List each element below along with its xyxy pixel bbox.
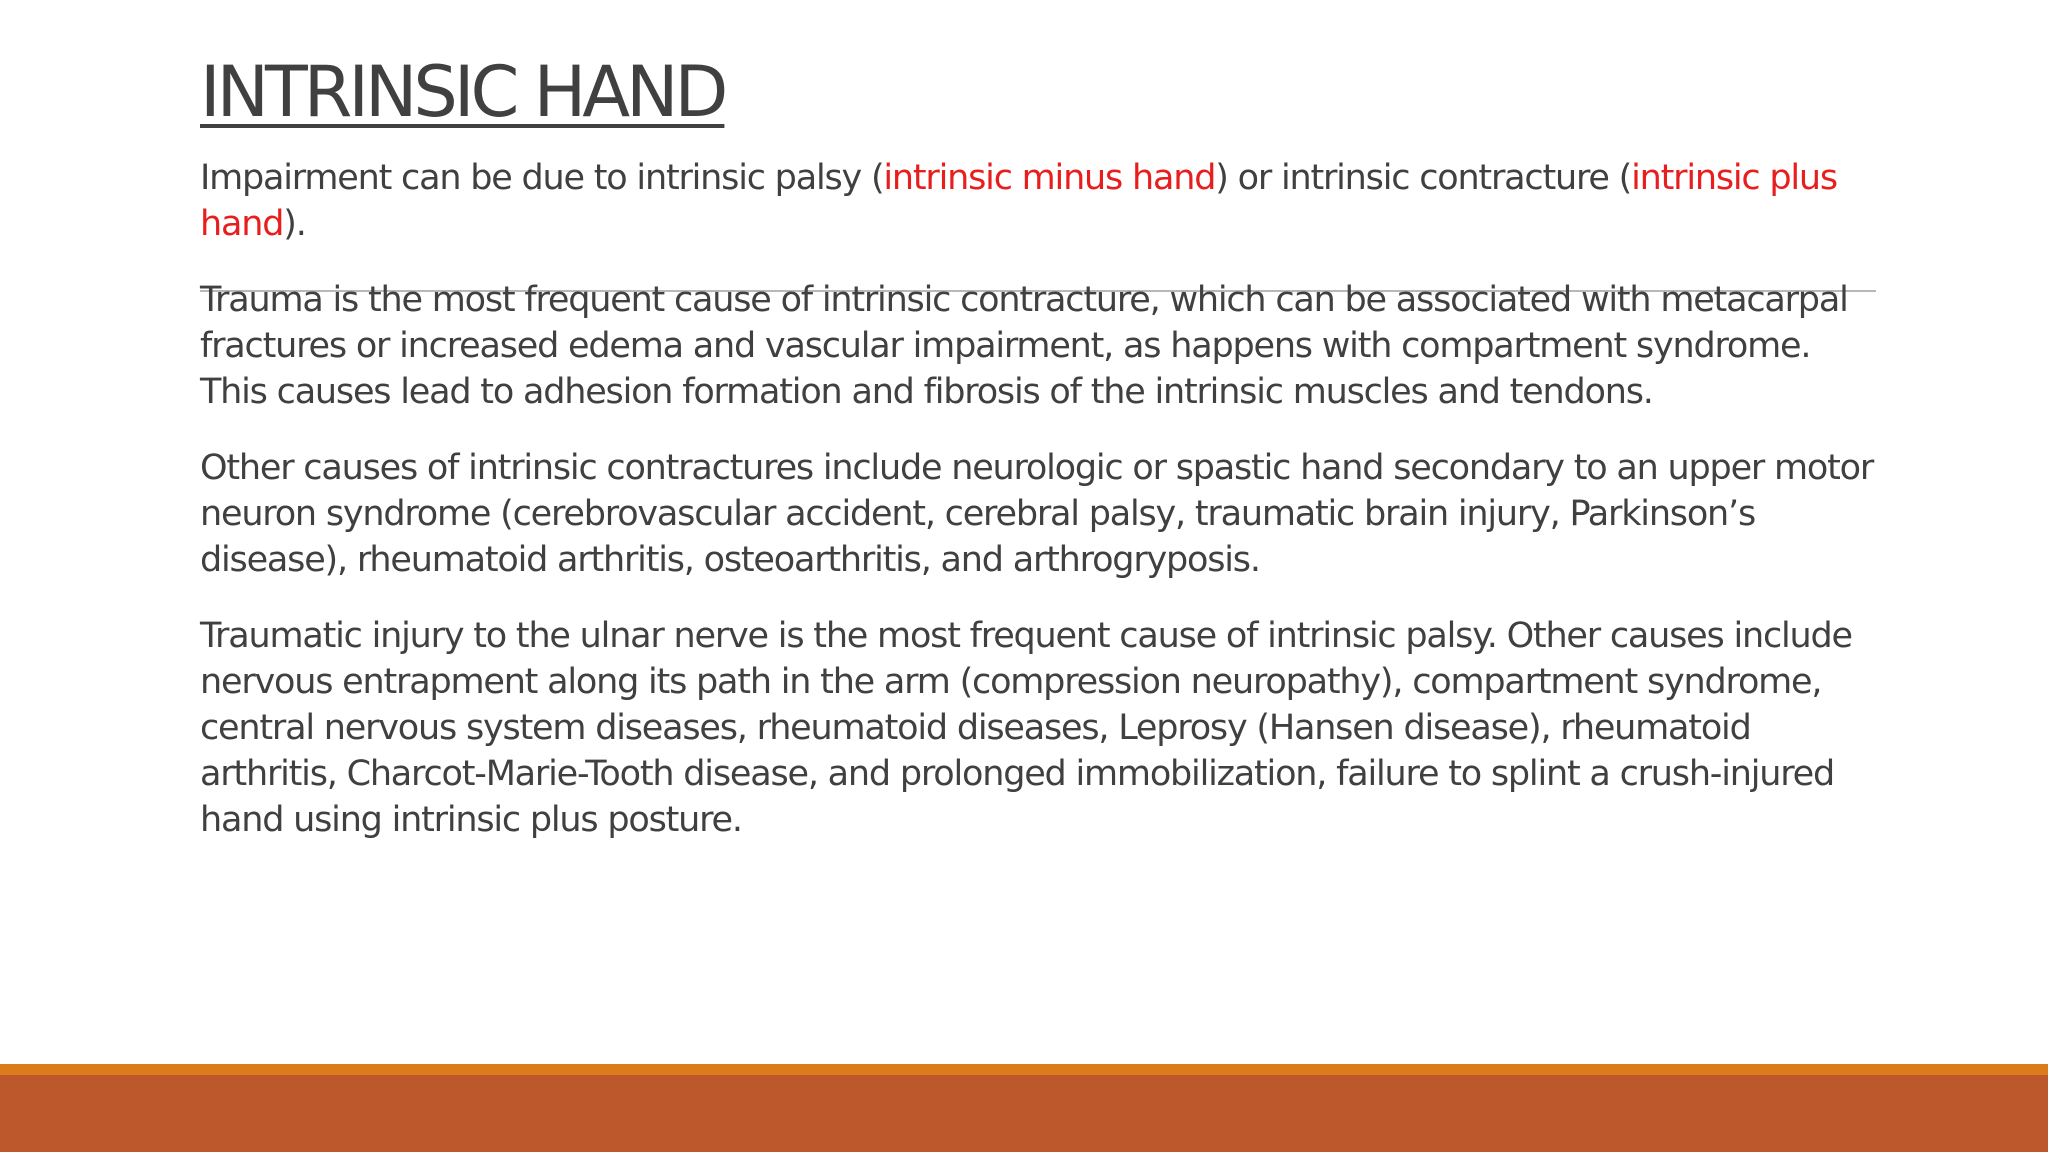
highlight-intrinsic-plus-hand: intrinsic plus hand [200, 158, 1837, 244]
footer-bar [0, 1075, 2048, 1152]
paragraph-ulnar-nerve: Traumatic injury to the ulnar nerve is the most frequent cause of intrinsic palsy. Other causes include nervous entrapment along its path in the arm (compression neuropathy), compartment syndrome, central nervous system diseases, rheumatoid diseases, Leprosy (Hansen disease), rheumatoid arthritis, Charcot-Marie-Tooth disease, and prolonged immobilization, failure to splint a crush-injured hand using intrinsic plus posture. [200, 616, 1852, 840]
paragraph-other-causes: Other causes of intrinsic contractures include neurologic or spastic hand secondary to an upper motor neuron syndrome (cerebrovascular accident, cerebral palsy, traumatic brain injury, Parkinson’s disease), rheumatoid arthritis, osteoarthritis, and arthrogryposis. [200, 448, 1874, 580]
text-segment: ) or intrinsic contracture ( [1215, 158, 1632, 198]
slide-body [200, 155, 1880, 873]
paragraph-trauma: Trauma is the most frequent cause of intrinsic contracture, which can be associated with metacarpal fractures or increased edema and vascular impairment, as happens with compartment syndrome. This causes lead to adhesion formation and fibrosis of the intrinsic muscles and tendons. [200, 280, 1848, 412]
slide-title: INTRINSIC HAND [200, 51, 725, 133]
highlight-intrinsic-minus-hand: intrinsic minus hand [883, 158, 1216, 198]
text-segment: ). [283, 204, 306, 244]
paragraph-impairment [200, 155, 1880, 247]
footer-accent-bar [0, 1064, 2048, 1075]
text-segment: Impairment can be due to intrinsic palsy ( [200, 158, 884, 198]
